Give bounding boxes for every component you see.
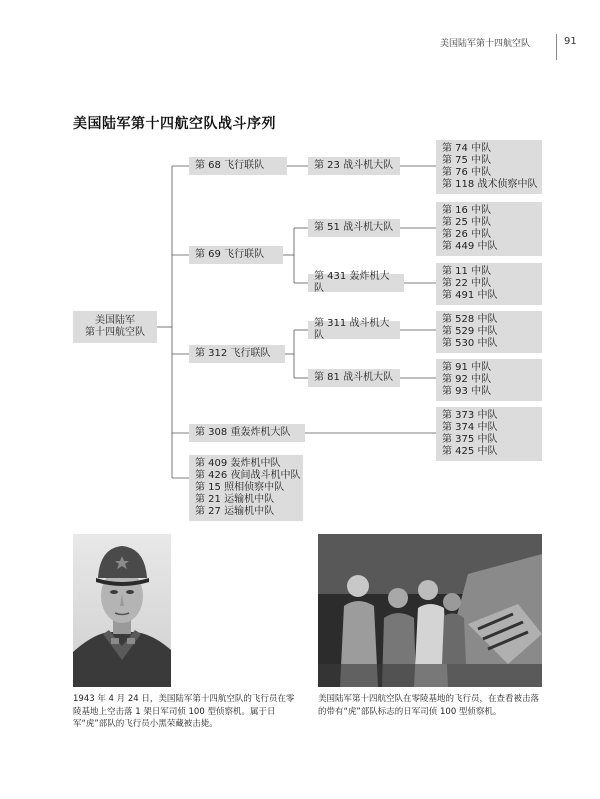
squadron-item: 第 22 中队 xyxy=(442,278,492,289)
squadron-item: 第 449 中队 xyxy=(442,241,498,252)
unit-item: 第 21 运输机中队 xyxy=(195,494,275,505)
squadron-item: 第 374 中队 xyxy=(442,422,498,433)
squadron-item: 第 11 中队 xyxy=(442,266,492,277)
squadron-item: 第 528 中队 xyxy=(442,314,498,325)
squadron-list-box xyxy=(436,311,542,353)
group-box-311 xyxy=(308,318,400,341)
group-label: 第 431 轰炸机大队 xyxy=(314,271,390,294)
group-label: 第 51 战斗机大队 xyxy=(314,222,394,233)
running-header: 美国陆军第十四航空队 xyxy=(440,39,531,49)
squadron-item: 第 26 中队 xyxy=(442,229,492,240)
unit-item: 第 409 轰炸机中队 xyxy=(195,458,281,469)
unit-item: 第 15 照相侦察中队 xyxy=(195,482,285,493)
wing-label: 第 69 飞行联队 xyxy=(195,249,265,260)
right-photo-caption: 美国陆军第十四航空队在零陵基地的飞行员，在查看被击落的带有“虎”部队标志的日军司侦 100 型侦察机。 xyxy=(318,694,540,717)
squadron-item: 第 529 中队 xyxy=(442,326,498,337)
wing-label: 第 308 重轰炸机大队 xyxy=(195,427,291,438)
wing-box-69 xyxy=(189,246,283,264)
wreckage-inspection-photo xyxy=(318,534,542,687)
squadron-item: 第 373 中队 xyxy=(442,410,498,421)
pilot-portrait-photo xyxy=(73,534,171,687)
squadron-item: 第 93 中队 xyxy=(442,386,492,397)
org-root-line-1: 美国陆军 xyxy=(95,315,135,326)
squadron-list-box xyxy=(436,359,542,401)
squadron-list-box xyxy=(436,407,542,461)
squadron-list-box xyxy=(436,202,542,256)
group-label: 第 311 战斗机大队 xyxy=(314,318,390,341)
squadron-list-box xyxy=(436,140,542,194)
group-box-51 xyxy=(308,219,400,237)
page-number: 91 xyxy=(564,36,577,47)
wing-label: 第 68 飞行联队 xyxy=(195,160,265,171)
squadron-item: 第 92 中队 xyxy=(442,374,492,385)
squadron-item: 第 76 中队 xyxy=(442,167,492,178)
wing-label: 第 312 飞行联队 xyxy=(195,348,271,359)
squadron-item: 第 375 中队 xyxy=(442,434,498,445)
squadron-item: 第 118 战术侦察中队 xyxy=(442,179,538,190)
unit-item: 第 27 运输机中队 xyxy=(195,506,275,517)
squadron-item: 第 491 中队 xyxy=(442,290,498,301)
wing-box-68 xyxy=(189,157,287,175)
squadron-item: 第 25 中队 xyxy=(442,217,492,228)
left-photo-caption: 1943 年 4 月 24 日，美国陆军第十四航空队的飞行员在零陵基地上空击落 1 架日军司侦 100 型侦察机。属于日军“虎”部队的飞行员小黑荣藏被击毙。 xyxy=(73,694,295,729)
squadron-item: 第 75 中队 xyxy=(442,155,492,166)
group-label: 第 23 战斗机大队 xyxy=(314,160,394,171)
squadron-item: 第 530 中队 xyxy=(442,338,498,349)
section-title: 美国陆军第十四航空队战斗序列 xyxy=(73,116,276,132)
squadron-item: 第 16 中队 xyxy=(442,205,492,216)
squadron-item: 第 425 中队 xyxy=(442,446,498,457)
wing-box-308 xyxy=(189,424,305,442)
wing-box-312 xyxy=(189,345,285,363)
group-box-431 xyxy=(308,271,404,294)
independent-units-box xyxy=(189,455,303,521)
org-root-box xyxy=(73,311,157,343)
group-label: 第 81 战斗机大队 xyxy=(314,372,394,383)
group-box-23 xyxy=(308,157,400,175)
squadron-item: 第 91 中队 xyxy=(442,362,492,373)
org-root-line-2: 第十四航空队 xyxy=(85,327,145,338)
group-box-81 xyxy=(308,369,400,387)
unit-item: 第 426 夜间战斗机中队 xyxy=(195,470,301,481)
squadron-item: 第 74 中队 xyxy=(442,143,492,154)
squadron-list-box xyxy=(436,263,542,305)
